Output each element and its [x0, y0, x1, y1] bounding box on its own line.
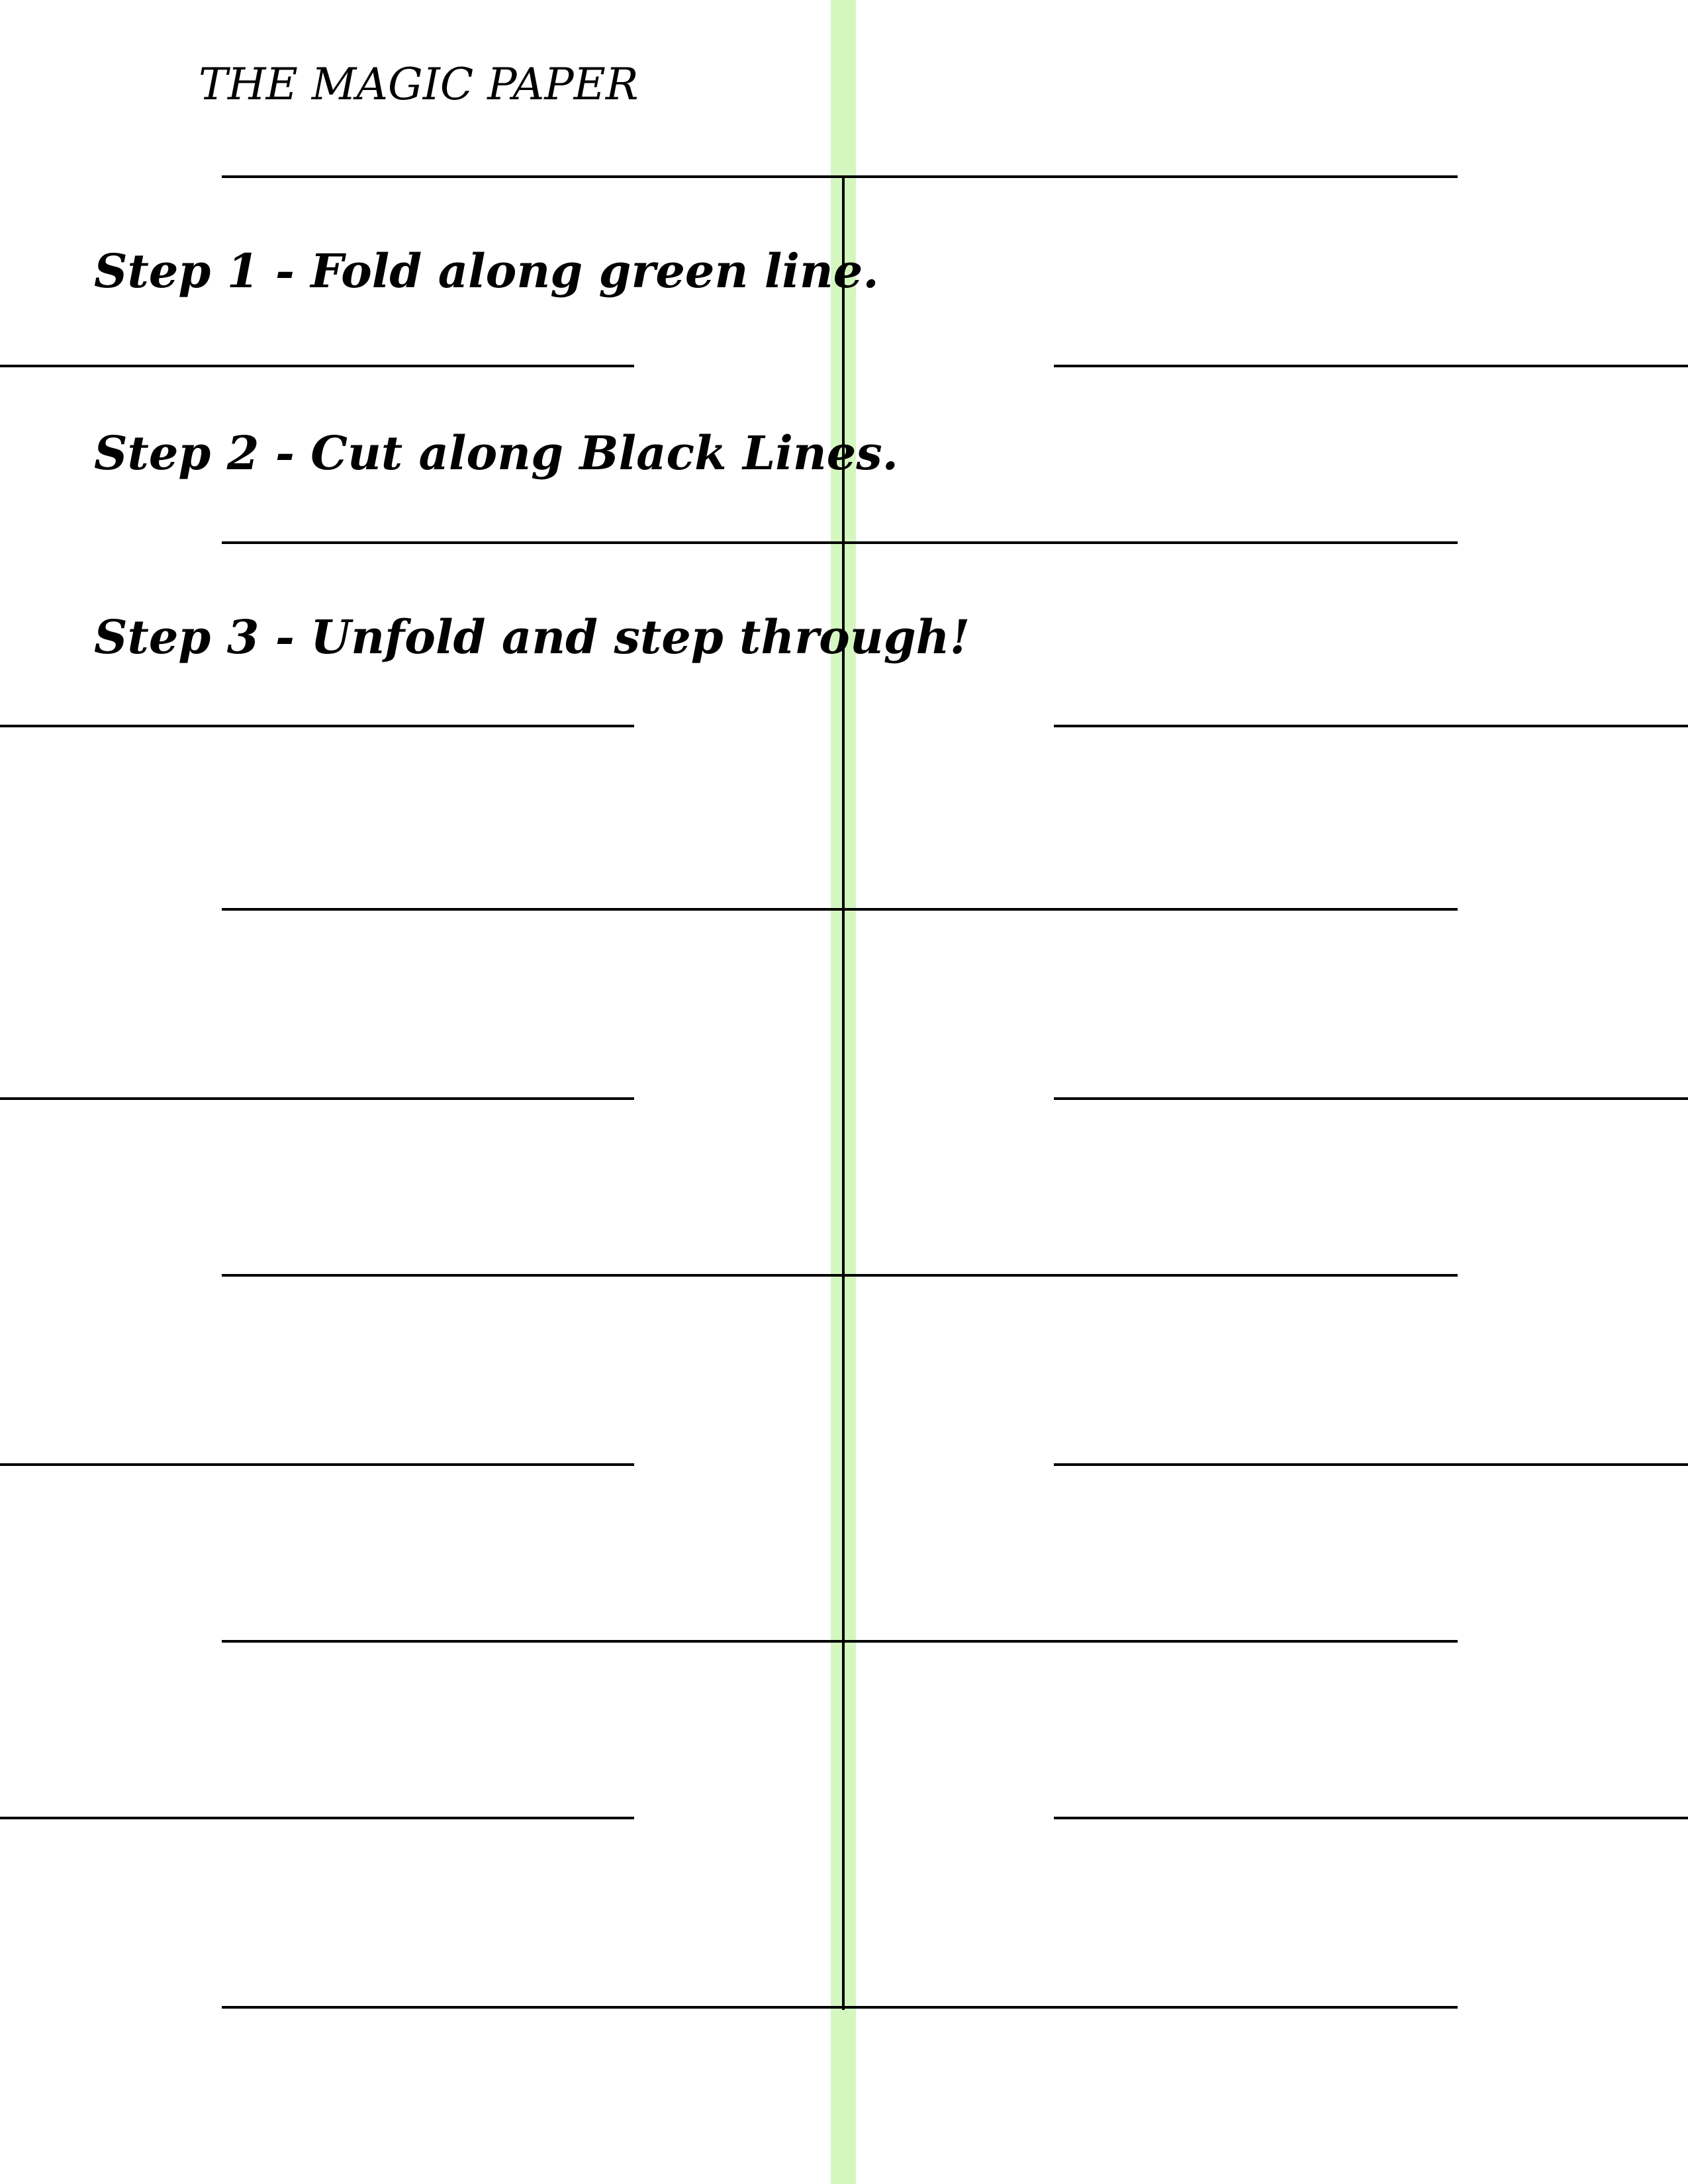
cut-line-left-4: [0, 1463, 634, 1466]
cut-line-left-1: [0, 365, 634, 367]
cut-line-left-5: [0, 1817, 634, 1819]
cut-line-right-1: [1054, 365, 1688, 367]
cut-line-right-4: [1054, 1463, 1688, 1466]
cut-line-long-5: [222, 1640, 1458, 1643]
cut-line-long-3: [222, 908, 1458, 911]
cut-line-right-5: [1054, 1817, 1688, 1819]
cut-line-long-2: [222, 541, 1458, 544]
cut-line-right-3: [1054, 1097, 1688, 1100]
cut-line-left-2: [0, 725, 634, 727]
page-title: THE MAGIC PAPER: [199, 59, 639, 110]
cut-line-long-6: [222, 2006, 1458, 2009]
step-3-instruction: Step 3 - Unfold and step through!: [94, 610, 970, 664]
cut-line-long-4: [222, 1274, 1458, 1277]
cut-line-left-3: [0, 1097, 634, 1100]
cut-line-long-1: [222, 175, 1458, 178]
step-1-instruction: Step 1 - Fold along green line.: [94, 244, 879, 298]
cut-line-right-2: [1054, 725, 1688, 727]
step-2-instruction: Step 2 - Cut along Black Lines.: [94, 426, 899, 480]
